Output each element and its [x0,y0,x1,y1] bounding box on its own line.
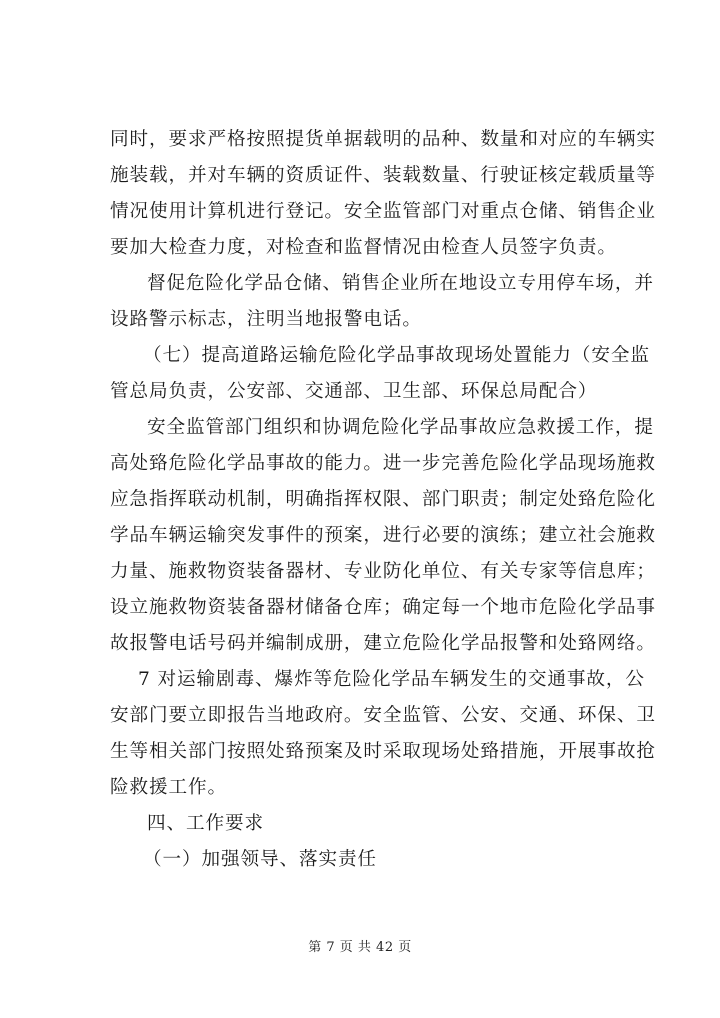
text-line: 高处臵危险化学品事故的能力。进一步完善危险化学品现场施救 [110,453,656,474]
text-line: 力量、施救物资装备器材、专业防化单位、有关专家等信息库； [110,561,656,582]
text-line: 故报警电话号码并编制成册，建立危险化学品报警和处臵网络。 [110,633,656,654]
text-line: 管总局负责，公安部、交通部、卫生部、环保总局配合） [110,381,598,402]
text-line: 要加大检查力度，对检查和监督情况由检查人员签字负责。 [110,237,617,258]
paragraph-start: 督促危险化学品仓储、销售企业所在地设立专用停车场，并 [147,273,654,294]
text-line: 同时，要求严格按照提货单据载明的品种、数量和对应的车辆实 [110,129,656,150]
document-body [110,122,656,878]
paragraph-start: 安全监管部门组织和协调危险化学品事故应急救援工作，提 [147,417,654,438]
text-line: 施装载，并对车辆的资质证件、装载数量、行驶证核定载质量等 [110,165,656,186]
text-line: 生等相关部门按照处臵预案及时采取现场处臵措施，开展事故抢 [110,741,656,762]
section-heading: 四、工作要求 [147,813,264,834]
text-line: 应急指挥联动机制，明确指挥权限、部门职责；制定处臵危险化 [110,489,656,510]
paragraph-start: 7 对运输剧毒、爆炸等危险化学品车辆发生的交通事故，公 [138,669,645,690]
text-line: 学品车辆运输突发事件的预案，进行必要的演练；建立社会施救 [110,525,656,546]
text-line: 设立施救物资装备器材储备仓库；确定每一个地市危险化学品事 [110,597,656,618]
page-number-footer: 第 7 页 共 42 页 [308,940,412,955]
subsection-heading: （一）加强领导、落实责任 [143,849,377,870]
text-line: 安部门要立即报告当地政府。安全监管、公安、交通、环保、卫 [110,705,656,726]
text-line: 情况使用计算机进行登记。安全监管部门对重点仓储、销售企业 [110,201,656,222]
text-line: 险救援工作。 [110,777,227,798]
section-heading: （七）提高道路运输危险化学品事故现场处置能力（安全监 [143,345,650,366]
text-line: 设路警示标志，注明当地报警电话。 [110,309,422,330]
